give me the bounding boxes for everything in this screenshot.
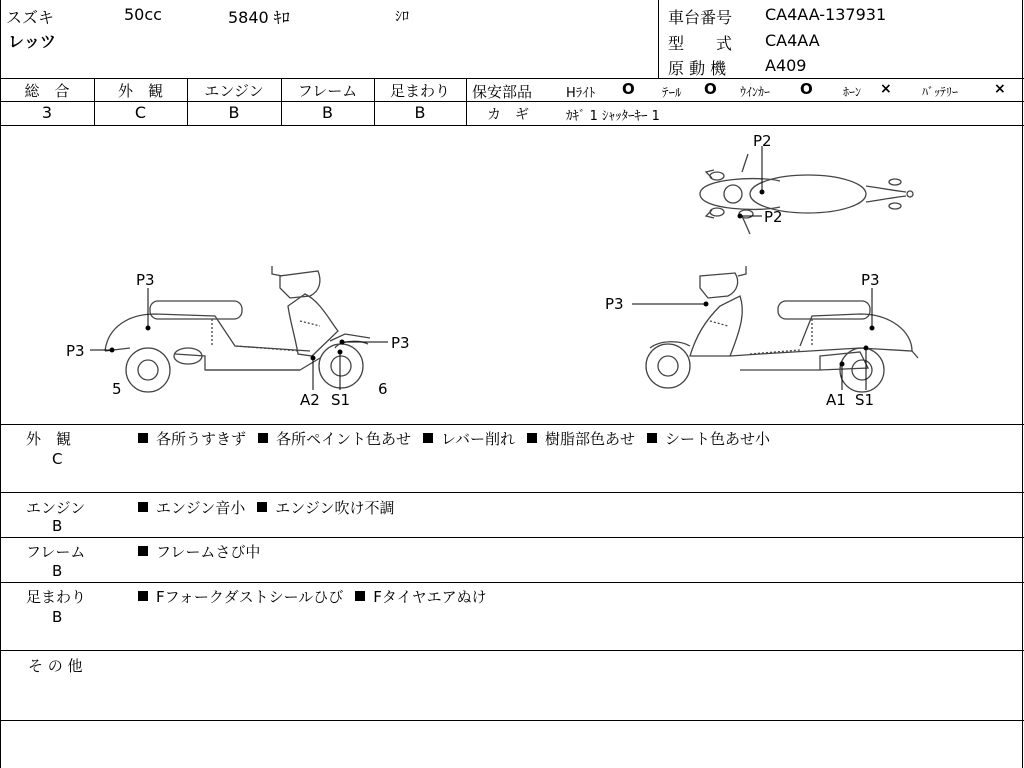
remarks-frame-list: [138, 541, 272, 562]
remarks-engine-list: [138, 497, 407, 518]
headlight-mark: O: [622, 80, 635, 98]
remarks-line-5: [0, 720, 1024, 721]
right-s1: S1: [855, 391, 875, 409]
remarks-frame-grade: B: [52, 562, 63, 580]
key-value: ｶｷﾞ 1 ｼｬｯﾀｰｷｰ 1: [566, 109, 660, 124]
remark-item: エンジン音小: [156, 499, 246, 517]
right-a1: A1: [826, 391, 846, 409]
remarks-engine-label: エンジン: [26, 499, 86, 517]
remark-item: 樹脂部色あせ: [544, 430, 635, 448]
remarks-other-label: そ の 他: [28, 657, 83, 675]
remarks-suspension-grade: B: [52, 608, 63, 626]
frame-no: CA4AA-137931: [765, 5, 887, 24]
left-p3-front: P3: [391, 334, 410, 352]
remark-item: レバー削れ: [441, 430, 515, 448]
remarks-exterior-list: [138, 428, 782, 449]
header-divider: [658, 0, 659, 78]
frame-grade-label: フレーム: [297, 82, 358, 100]
winker-mark: O: [800, 80, 813, 98]
top-view-scooter: [700, 154, 913, 234]
headlight-label: Hﾗｲﾄ: [566, 86, 596, 101]
frame-no-label: 車台番号: [668, 8, 733, 27]
remark-item: Fタイヤエアぬけ: [373, 588, 487, 606]
color: ｼﾛ: [395, 9, 409, 25]
top-p2-b: P2: [764, 208, 783, 226]
remarks-line-2: [0, 537, 1024, 538]
left-s1: S1: [331, 391, 351, 409]
right-p3-rear: P3: [861, 271, 880, 289]
left-a2: A2: [300, 391, 320, 409]
left-num-6: 6: [378, 380, 388, 398]
suspension-grade: B: [414, 103, 426, 122]
safety-mid-line: [466, 101, 1024, 102]
remarks-line-3: [0, 582, 1024, 583]
grades-mid-line: [0, 101, 466, 102]
suspension-grade-label: 足まわり: [389, 82, 450, 100]
exterior-grade: C: [134, 103, 147, 122]
remark-item: 各所うすきず: [156, 430, 247, 448]
remarks-exterior-label: 外 観: [26, 430, 72, 448]
remark-item: Fフォークダストシールひび: [156, 588, 344, 606]
remark-item: シート色あせ小: [665, 430, 771, 448]
battery-label: ﾊﾞｯﾃﾘｰ: [922, 85, 959, 99]
mileage: 5840 ｷﾛ: [228, 8, 290, 27]
top-p2-a: P2: [753, 132, 772, 150]
model-code-label: 型 式: [668, 34, 733, 53]
maker: スズキ: [6, 8, 55, 27]
remarks-line-4: [0, 650, 1024, 651]
engine-grade: B: [228, 103, 240, 122]
remark-item: 各所ペイント色あせ: [276, 430, 412, 448]
damage-diagram: [0, 126, 1024, 424]
remarks-frame-label: フレーム: [26, 543, 86, 561]
tail-mark: O: [704, 80, 717, 98]
diagram-bottom-line: [0, 424, 1024, 425]
remarks-exterior-grade: C: [52, 450, 63, 468]
key-label: カ ギ: [487, 107, 529, 123]
remarks-engine-grade: B: [52, 517, 63, 535]
left-num-5: 5: [112, 380, 122, 398]
left-p3-rear: P3: [66, 342, 85, 360]
remarks-suspension-list: [138, 586, 499, 607]
tail-label: ﾃｰﾙ: [662, 86, 682, 101]
displacement: 50cc: [124, 5, 162, 24]
exterior-label: 外 観: [117, 82, 163, 100]
engine-code: A409: [765, 56, 807, 75]
remarks-line-1: [0, 492, 1024, 493]
winker-label: ｳｲﾝｶｰ: [740, 85, 771, 99]
remark-item: エンジン吹け不調: [275, 499, 395, 517]
overall-label: 総 合: [24, 82, 70, 100]
right-p3-front: P3: [605, 295, 624, 313]
engine-label: 原 動 機: [668, 59, 727, 78]
engine-grade-label: エンジン: [204, 82, 264, 100]
safety-label: 保安部品: [472, 83, 533, 101]
horn-label: ﾎｰﾝ: [843, 85, 862, 99]
left-p3-seat: P3: [136, 271, 155, 289]
header-bottom-line: [0, 78, 1024, 79]
model-code: CA4AA: [765, 31, 820, 50]
frame-grade: B: [322, 103, 333, 122]
battery-mark: ×: [994, 81, 1006, 97]
remarks-suspension-label: 足まわり: [26, 588, 87, 606]
overall-grade: 3: [41, 103, 53, 122]
horn-mark: ×: [880, 81, 892, 97]
model-name: レッツ: [8, 32, 56, 51]
remark-item: フレームさび中: [156, 543, 261, 561]
